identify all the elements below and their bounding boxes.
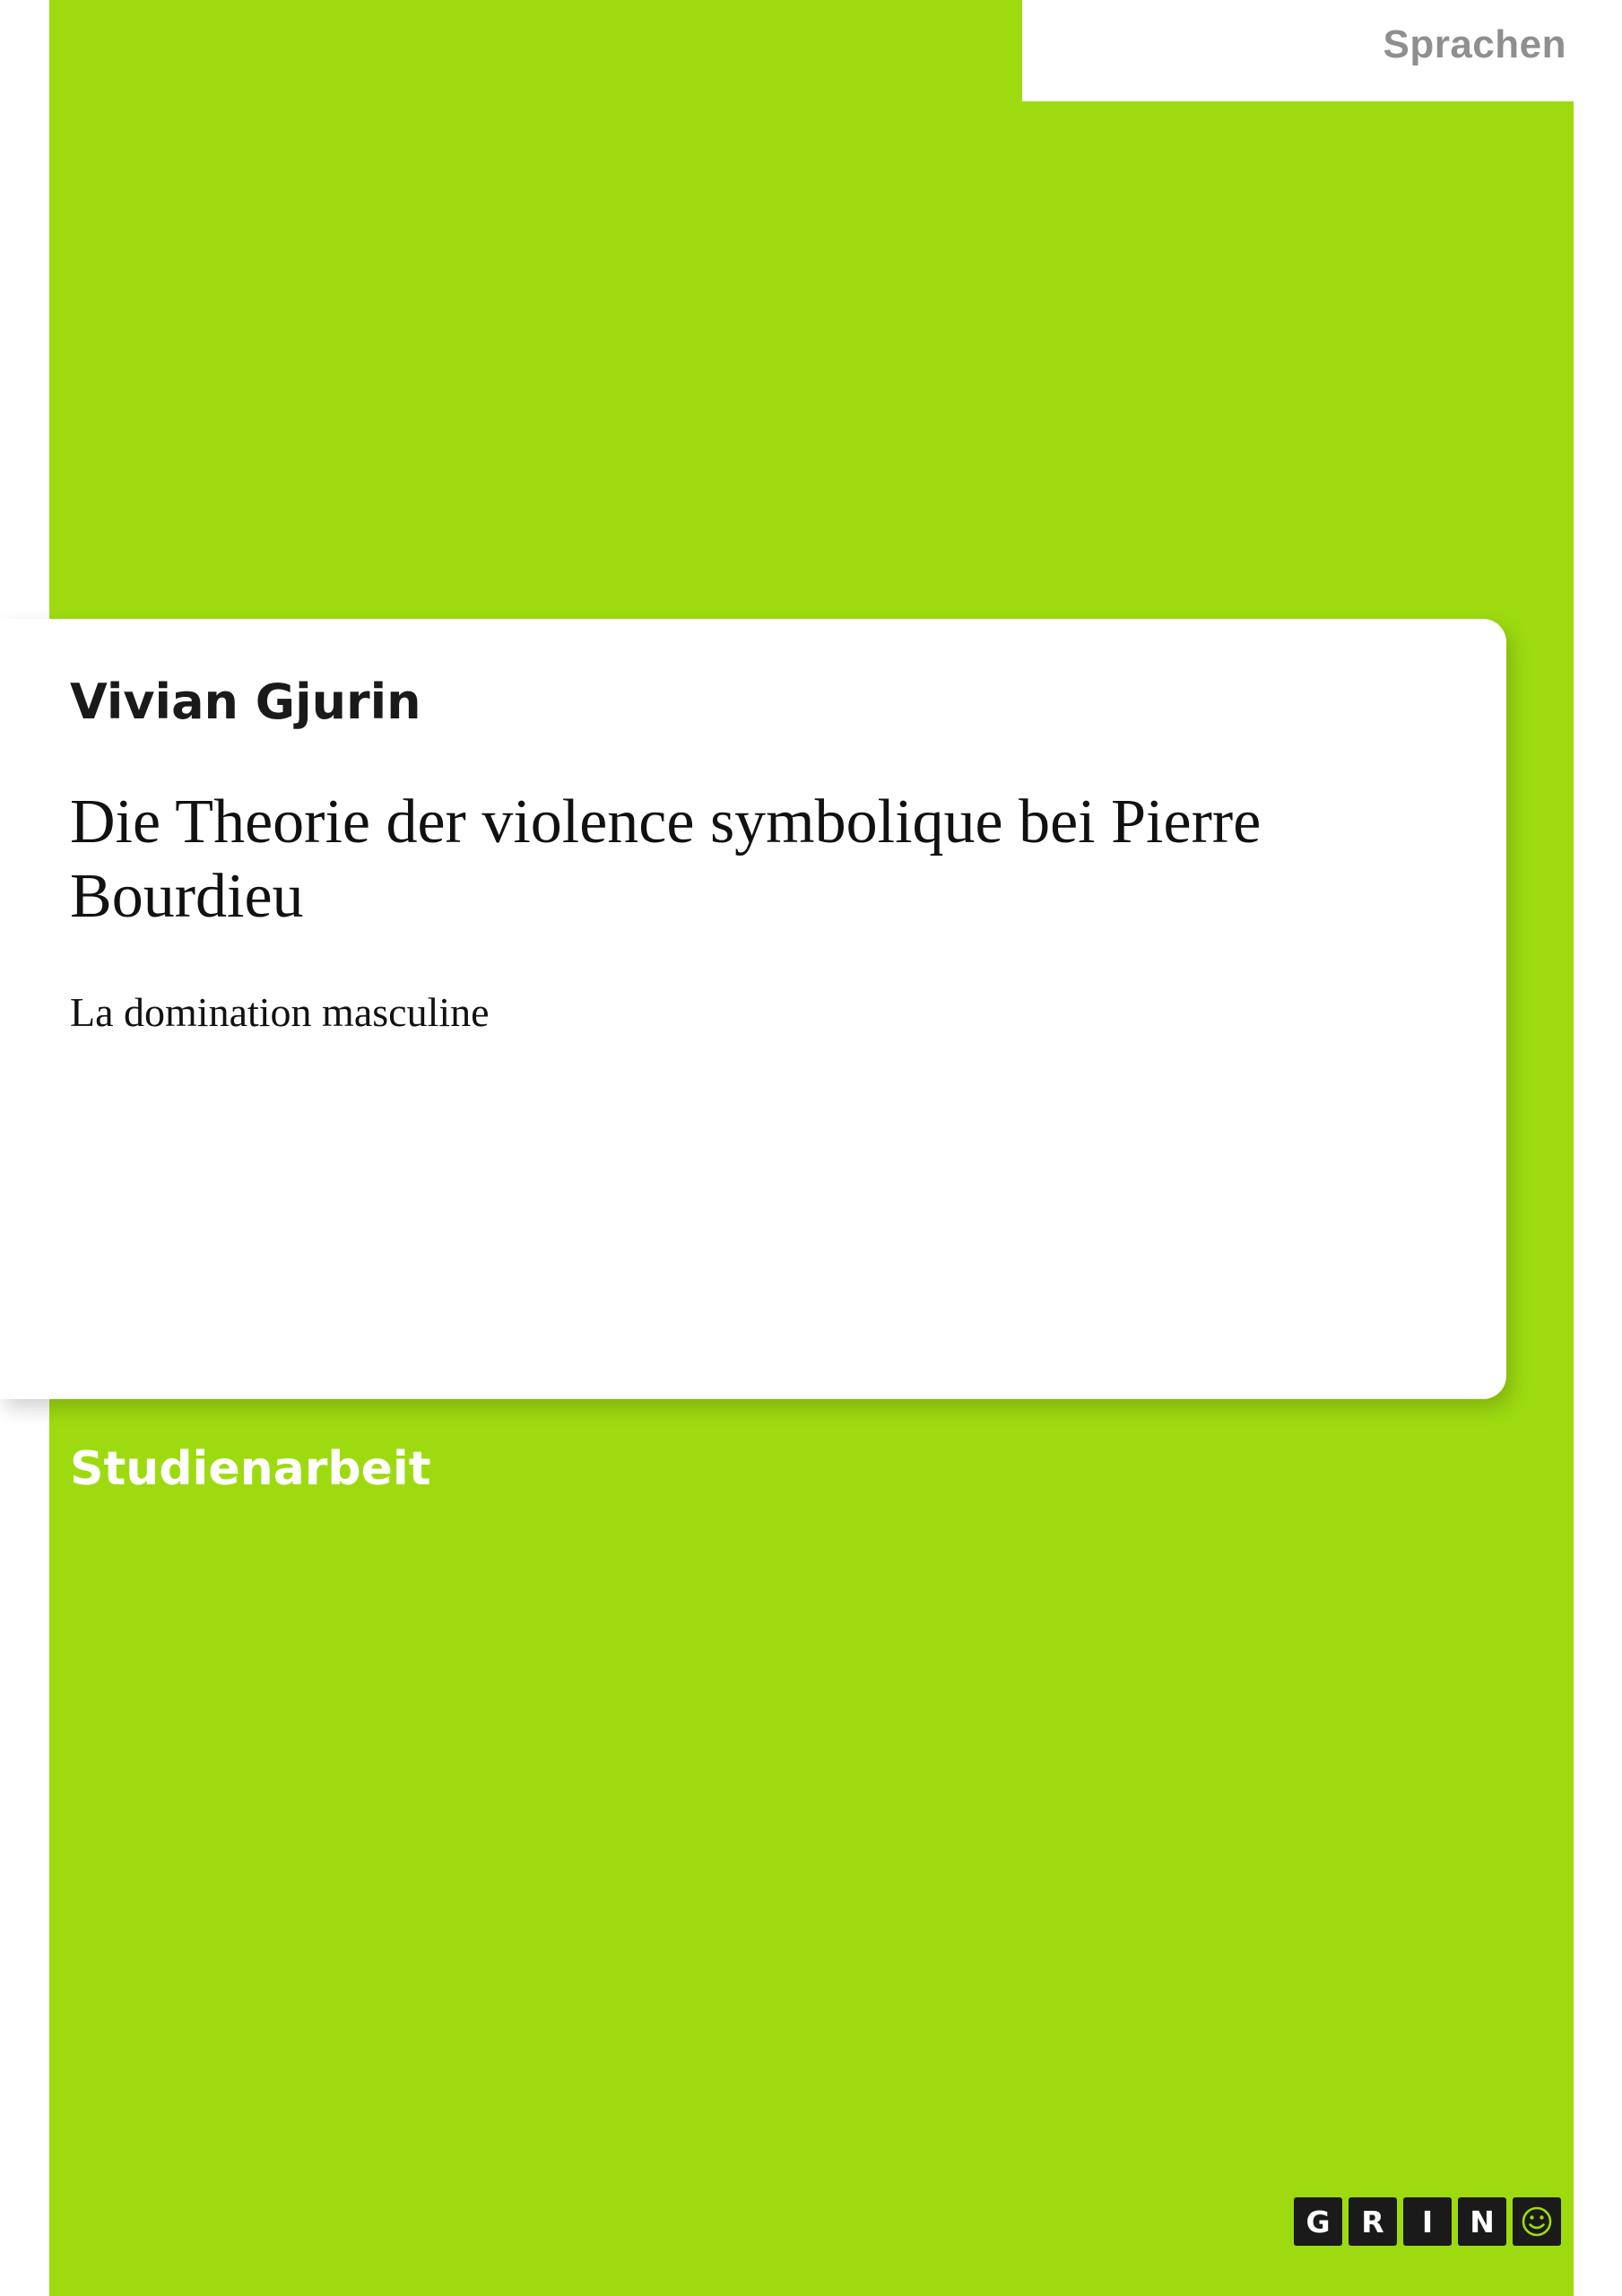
logo-letter-r: R <box>1349 2197 1397 2246</box>
logo-letter-n: N <box>1458 2197 1506 2246</box>
author-name: Vivian Gjurin <box>70 674 421 730</box>
title-card <box>0 619 1506 1399</box>
document-type-label: Studienarbeit <box>70 1442 431 1496</box>
grin-logo <box>1294 2197 1561 2246</box>
logo-letter-g: G <box>1294 2197 1342 2246</box>
category-label: Sprachen <box>1383 22 1566 66</box>
logo-letter-i: I <box>1403 2197 1452 2246</box>
smiley-icon <box>1513 2197 1561 2246</box>
subtitle: La domination masculine <box>70 989 490 1036</box>
page-title: Die Theorie der violence symbolique bei Pierre Bourdieu <box>70 787 1262 931</box>
